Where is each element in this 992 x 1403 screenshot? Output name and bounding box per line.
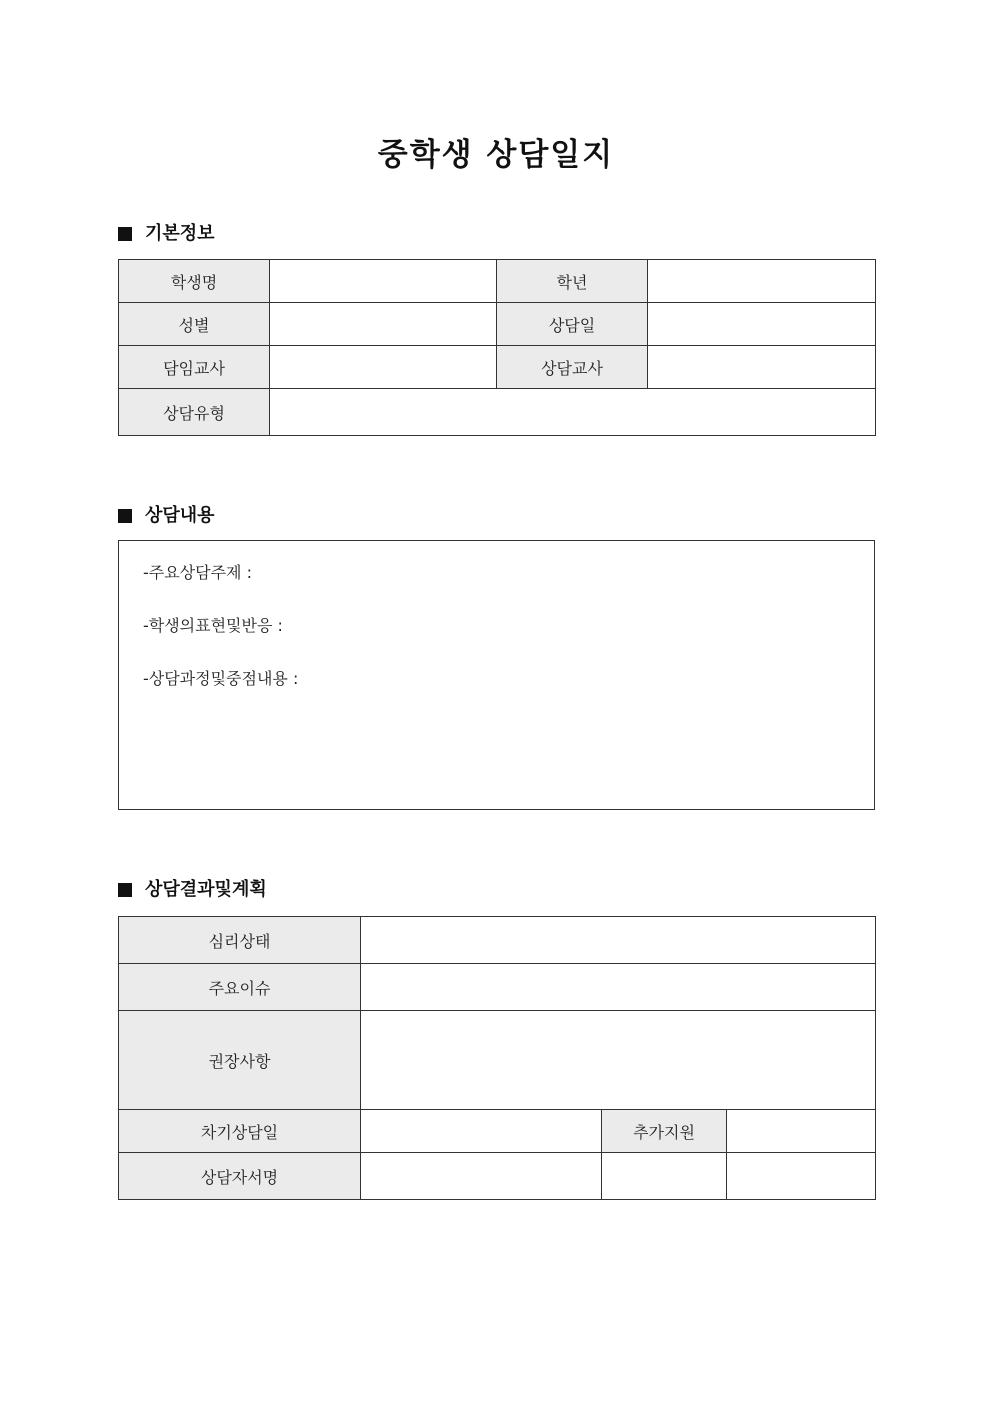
signature-extra-cell[interactable] (602, 1153, 727, 1200)
table-row (119, 1011, 876, 1110)
table-row (119, 303, 876, 346)
section-heading-label: 상담내용 (145, 505, 215, 526)
counsel-teacher-label: 상담교사 (497, 346, 648, 389)
process-line: -상담과정및중점내용 : (143, 669, 299, 688)
signature-field[interactable] (361, 1153, 602, 1200)
table-row (119, 389, 876, 436)
table-row (119, 260, 876, 303)
gender-field[interactable] (270, 303, 497, 346)
table-row (119, 346, 876, 389)
counsel-teacher-field[interactable] (648, 346, 876, 389)
next-date-field[interactable] (361, 1110, 602, 1153)
counsel-date-label: 상담일 (497, 303, 648, 346)
extra-support-label: 추가지원 (602, 1110, 727, 1153)
square-bullet-icon (118, 227, 132, 241)
gender-label: 성별 (119, 303, 270, 346)
section-heading-results (118, 877, 267, 903)
main-issue-label: 주요이슈 (119, 964, 361, 1011)
homeroom-teacher-label: 담임교사 (119, 346, 270, 389)
extra-support-field[interactable] (727, 1110, 876, 1153)
recommendation-label: 권장사항 (119, 1011, 361, 1110)
recommendation-field[interactable] (361, 1011, 876, 1110)
section-heading-label: 기본정보 (145, 223, 215, 244)
section-heading-label: 상담결과및계획 (145, 879, 267, 900)
page-title: 중학생 상담일지 (377, 137, 615, 173)
homeroom-teacher-field[interactable] (270, 346, 497, 389)
counsel-content-box[interactable] (118, 540, 875, 810)
section-heading-content (118, 503, 215, 529)
results-table (118, 916, 876, 1200)
table-row (119, 964, 876, 1011)
counsel-date-field[interactable] (648, 303, 876, 346)
student-name-label: 학생명 (119, 260, 270, 303)
section-heading-basic-info (118, 221, 215, 247)
signature-extra-cell[interactable] (727, 1153, 876, 1200)
main-issue-field[interactable] (361, 964, 876, 1011)
mental-state-label: 심리상태 (119, 917, 361, 964)
table-row (119, 1153, 876, 1200)
signature-label: 상담자서명 (119, 1153, 361, 1200)
grade-label: 학년 (497, 260, 648, 303)
table-row (119, 1110, 876, 1153)
next-date-label: 차기상담일 (119, 1110, 361, 1153)
counsel-type-label: 상담유형 (119, 389, 270, 436)
grade-field[interactable] (648, 260, 876, 303)
student-response-line: -학생의표현및반응 : (143, 616, 283, 635)
counsel-type-field[interactable] (270, 389, 876, 436)
square-bullet-icon (118, 509, 132, 523)
square-bullet-icon (118, 883, 132, 897)
mental-state-field[interactable] (361, 917, 876, 964)
basic-info-table (118, 259, 876, 436)
student-name-field[interactable] (270, 260, 497, 303)
table-row (119, 917, 876, 964)
main-topic-line: -주요상담주제 : (143, 563, 252, 582)
